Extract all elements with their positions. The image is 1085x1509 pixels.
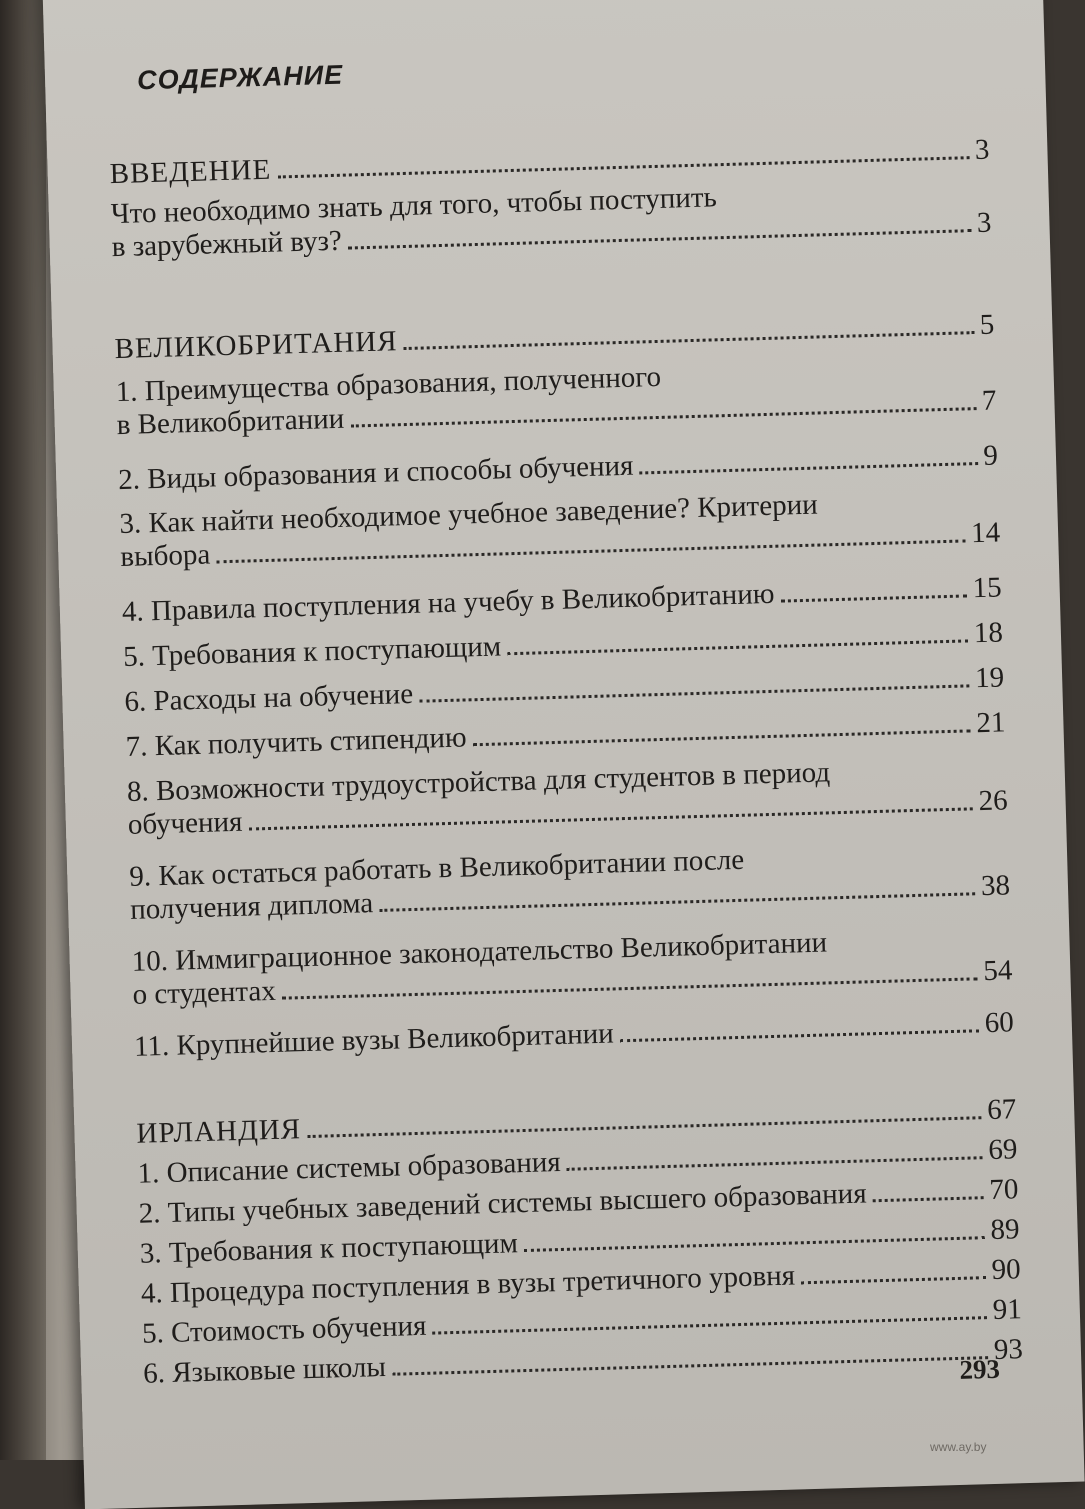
dot-leader: [277, 156, 969, 178]
toc-entry-title: 11. Крупнейшие вузы Великобритании: [133, 1017, 615, 1063]
toc-entry-page: 90: [991, 1253, 1022, 1286]
toc-entry-title: 5. Требования к поступающим: [122, 630, 502, 673]
toc-entry-title: 1. Преимущества образования, полученного: [115, 360, 662, 409]
toc-entry-title: Что необходимо знать для того, чтобы поступить: [110, 181, 718, 231]
page-number: 293: [959, 1353, 1001, 1385]
toc-entry-page: 70: [988, 1173, 1019, 1207]
toc-entry-page: 38: [980, 869, 1011, 903]
dot-leader: [433, 1316, 988, 1334]
toc-entry-page: 5: [979, 308, 995, 341]
dot-leader: [507, 639, 968, 655]
toc-entry-page: 89: [990, 1213, 1020, 1246]
dot-leader: [640, 462, 978, 474]
toc-entry-title: ИРЛАНДИЯ: [136, 1113, 302, 1150]
toc-entry-page: 69: [987, 1133, 1018, 1167]
dot-leader: [620, 1029, 979, 1042]
toc-entry-page: 7: [981, 384, 997, 417]
toc-entry-page: 3: [974, 133, 990, 167]
toc-entry-title: ВВЕДЕНИЕ: [109, 153, 272, 191]
dot-leader: [524, 1236, 985, 1252]
toc-entry-page: 3: [976, 206, 992, 239]
toc-entry-page: 18: [973, 616, 1004, 650]
toc-entry-page: 21: [975, 706, 1006, 740]
watermark: www.ay.by: [930, 1440, 987, 1454]
toc-entry-gb-11: [134, 1006, 1015, 1064]
toc-entry-page: 93: [993, 1333, 1024, 1366]
dot-leader: [392, 1356, 988, 1376]
toc-entry-page: 26: [978, 784, 1009, 818]
dot-leader: [873, 1196, 984, 1202]
toc-entry-title: 6. Языковые школы: [142, 1350, 387, 1390]
toc-entry-title: ВЕЛИКОБРИТАНИЯ: [114, 325, 398, 366]
dot-leader: [801, 1276, 986, 1284]
dot-leader: [350, 407, 976, 427]
toc-entry-title: 4. Правила поступления на учебу в Великобританию: [121, 577, 775, 629]
toc-entry-title-continued: обучения: [127, 805, 243, 841]
toc-entry-page: 15: [972, 571, 1003, 605]
dot-leader: [348, 229, 971, 249]
toc-entry-title-continued: в Великобритании: [116, 402, 345, 442]
toc-entry-title: 10. Иммиграционное законодательство Великобритании: [131, 926, 828, 978]
toc-entry-title: 9. Как остаться работать в Великобритании после: [128, 843, 745, 893]
dot-leader: [216, 539, 965, 563]
toc-entry-title-continued: выбора: [119, 538, 211, 574]
toc-entry-page: 19: [974, 661, 1005, 695]
toc-entry-title-continued: о студентах: [132, 974, 277, 1011]
toc-entry-gb-3: [119, 483, 1000, 574]
dot-leader: [307, 1116, 981, 1138]
toc-entry-title: 2. Виды образования и способы обучения: [117, 449, 634, 497]
dot-leader: [282, 977, 978, 999]
dot-leader: [567, 1156, 983, 1171]
toc-entry-title: 5. Стоимость обучения: [141, 1309, 427, 1350]
toc-entry-title: 6. Расходы на обучение: [124, 677, 414, 718]
toc-entry-title: 3. Как найти необходимое учебное заведение? Критерии: [119, 488, 819, 541]
toc-entry-page: 60: [984, 1006, 1015, 1040]
toc-entry-page: 14: [970, 516, 1001, 550]
toc-entry-page: 54: [982, 954, 1013, 988]
dot-leader: [379, 892, 975, 912]
toc-entry-gb-1: [115, 352, 996, 443]
toc-entry-title-continued: получения диплома: [129, 887, 374, 926]
book-page: [42, 0, 1085, 1509]
toc-entry-page: 9: [982, 439, 999, 472]
toc-entry-title-continued: в зарубежный вуз?: [111, 224, 343, 264]
page-title: СОДЕРЖАНИЕ: [136, 59, 344, 96]
toc-entry-title: 7. Как получить стипендию: [125, 721, 467, 763]
dot-leader: [249, 807, 973, 830]
dot-leader: [781, 594, 967, 602]
dot-leader: [419, 684, 969, 702]
toc-entry-page: 91: [992, 1293, 1023, 1326]
toc-entry-title: 4. Процедура поступления в вузы третичного уровня: [140, 1259, 796, 1310]
toc-entry-title: 3. Требования к поступающим: [139, 1227, 519, 1270]
dot-leader: [473, 729, 971, 746]
book-spine: [0, 0, 46, 1460]
toc-entry-gb-9: [129, 836, 1010, 927]
toc-entry-gb-8: [127, 751, 1008, 842]
toc-entry-title: 1. Описание системы образования: [137, 1145, 562, 1190]
toc-entry-title: 2. Типы учебных заведений системы высшего образования: [138, 1177, 867, 1230]
toc-entry-gb-10: [131, 921, 1012, 1012]
toc-entry-title: 8. Возможности трудоустройства для студентов в период: [126, 756, 831, 808]
toc-entry-page: 67: [986, 1093, 1017, 1127]
dot-leader: [404, 331, 974, 350]
